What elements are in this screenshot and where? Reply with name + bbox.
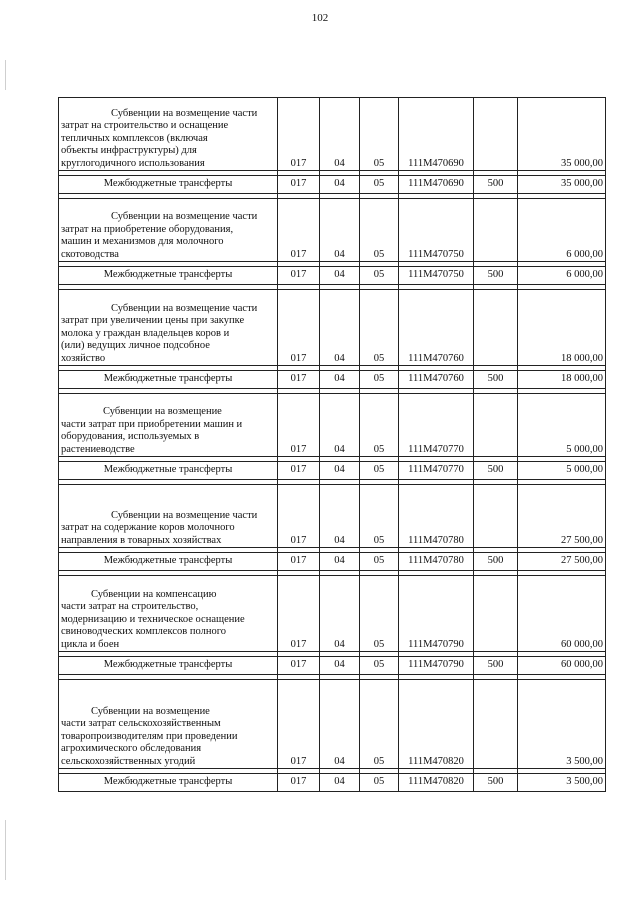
- row-name: [59, 98, 278, 171]
- subvention-row: [59, 199, 606, 262]
- row-name-line: затрат на строительство и оснащение: [61, 120, 229, 131]
- subsection-code: 05: [360, 267, 399, 285]
- row-name-line: части затрат сельскохозяйственным: [61, 718, 221, 729]
- section-code: 04: [320, 394, 360, 457]
- section-code: 04: [320, 657, 360, 675]
- row-name: [59, 680, 278, 769]
- amount: 6 000,00: [518, 267, 606, 285]
- subvention-row: [59, 394, 606, 457]
- expense-type-code: 500: [474, 553, 518, 571]
- amount: 18 000,00: [518, 290, 606, 366]
- target-article-code: 111М470770: [399, 462, 474, 480]
- expense-type-code: 500: [474, 371, 518, 389]
- transfer-row: [59, 371, 606, 389]
- ministry-code: 017: [278, 462, 320, 480]
- row-name-line: машин и механизмов для молочного: [61, 236, 224, 247]
- row-name-line: растениеводстве: [61, 443, 135, 455]
- expense-type-code: [474, 98, 518, 171]
- ministry-code: 017: [278, 576, 320, 652]
- expense-type-code: 500: [474, 176, 518, 194]
- subvention-row: [59, 576, 606, 652]
- ministry-code: 017: [278, 98, 320, 171]
- subsection-code: 05: [360, 462, 399, 480]
- ministry-code: 017: [278, 371, 320, 389]
- amount: 3 500,00: [518, 680, 606, 769]
- row-name: [59, 394, 278, 457]
- ministry-code: 017: [278, 176, 320, 194]
- transfer-row: [59, 267, 606, 285]
- row-name-line: молока у граждан владельцев коров и: [61, 327, 230, 339]
- amount: 3 500,00: [518, 774, 606, 792]
- transfer-row: [59, 657, 606, 675]
- expense-type-code: [474, 576, 518, 652]
- target-article-code: 111М470750: [399, 199, 474, 262]
- row-name-line: Межбюджетные трансферты: [103, 177, 233, 189]
- transfer-row: [59, 774, 606, 792]
- amount: 27 500,00: [518, 553, 606, 571]
- target-article-code: 111М470770: [399, 394, 474, 457]
- row-name-line: Субвенции на возмещение: [103, 406, 222, 417]
- expense-type-code: 500: [474, 267, 518, 285]
- row-name-line: Межбюджетные трансферты: [103, 372, 233, 384]
- ministry-code: 017: [278, 267, 320, 285]
- subsection-code: 05: [360, 553, 399, 571]
- row-name-line: свиноводческих комплексов полного: [61, 626, 226, 637]
- page-number: 102: [311, 12, 329, 24]
- ministry-code: 017: [278, 657, 320, 675]
- section-code: 04: [320, 680, 360, 769]
- row-name-line: Субвенции на возмещение части: [111, 302, 258, 314]
- subvention-row: [59, 680, 606, 769]
- row-name-line: Субвенции на возмещение части: [111, 211, 258, 222]
- amount: 6 000,00: [518, 199, 606, 262]
- row-name-line: Субвенции на компенсацию: [91, 588, 217, 600]
- subsection-code: 05: [360, 774, 399, 792]
- row-name-line: сельскохозяйственных угодий: [61, 755, 196, 767]
- subvention-row: [59, 98, 606, 171]
- target-article-code: 111М470690: [399, 98, 474, 171]
- target-article-code: 111М470690: [399, 176, 474, 194]
- row-name-line: Субвенции на возмещение: [91, 705, 210, 717]
- subsection-code: 05: [360, 176, 399, 194]
- subsection-code: 05: [360, 199, 399, 262]
- target-article-code: 111М470790: [399, 657, 474, 675]
- budget-table: [58, 97, 606, 792]
- target-article-code: 111М470750: [399, 267, 474, 285]
- row-name: [59, 774, 278, 792]
- expense-type-code: 500: [474, 462, 518, 480]
- target-article-code: 111М470790: [399, 576, 474, 652]
- amount: 60 000,00: [518, 576, 606, 652]
- row-name-line: скотоводства: [61, 248, 119, 260]
- section-code: 04: [320, 176, 360, 194]
- row-name: [59, 576, 278, 652]
- subvention-row: [59, 290, 606, 366]
- section-code: 04: [320, 267, 360, 285]
- ministry-code: 017: [278, 553, 320, 571]
- amount: 60 000,00: [518, 657, 606, 675]
- amount: 27 500,00: [518, 485, 606, 548]
- row-name: [59, 176, 278, 194]
- row-name-line: затрат при увеличении цены при закупке: [61, 315, 245, 326]
- transfer-row: [59, 553, 606, 571]
- section-code: 04: [320, 371, 360, 389]
- row-name-line: Межбюджетные трансферты: [103, 658, 233, 670]
- expense-type-code: [474, 485, 518, 548]
- ministry-code: 017: [278, 774, 320, 792]
- ministry-code: 017: [278, 290, 320, 366]
- row-name-line: части затрат на строительство,: [61, 601, 199, 612]
- row-name-line: Межбюджетные трансферты: [103, 554, 233, 566]
- expense-type-code: [474, 290, 518, 366]
- section-code: 04: [320, 199, 360, 262]
- amount: 35 000,00: [518, 98, 606, 171]
- row-name-line: товаропроизводителям при проведении: [61, 730, 238, 742]
- transfer-row: [59, 176, 606, 194]
- row-name-line: объекты инфраструктуры) для: [61, 145, 197, 156]
- row-name-line: Субвенции на возмещение части: [111, 509, 258, 521]
- row-name-line: тепличных комплексов (включая: [61, 132, 208, 144]
- scan-edge-mark: [5, 60, 6, 90]
- subsection-code: 05: [360, 371, 399, 389]
- row-name: [59, 485, 278, 548]
- row-name: [59, 371, 278, 389]
- row-name-line: агрохимического обследования: [61, 743, 202, 754]
- budget-table-body: [59, 98, 606, 792]
- transfer-row: [59, 462, 606, 480]
- ministry-code: 017: [278, 680, 320, 769]
- row-name-line: Межбюджетные трансферты: [103, 775, 233, 787]
- expense-type-code: [474, 394, 518, 457]
- amount: 5 000,00: [518, 462, 606, 480]
- row-name-line: модернизацию и техническое оснащение: [61, 613, 245, 625]
- target-article-code: 111М470780: [399, 485, 474, 548]
- subsection-code: 05: [360, 485, 399, 548]
- subsection-code: 05: [360, 657, 399, 675]
- row-name: [59, 267, 278, 285]
- row-name-line: круглогодичного использования: [61, 157, 205, 169]
- section-code: 04: [320, 98, 360, 171]
- expense-type-code: [474, 199, 518, 262]
- target-article-code: 111М470780: [399, 553, 474, 571]
- expense-type-code: 500: [474, 774, 518, 792]
- scan-edge-mark: [5, 820, 6, 880]
- target-article-code: 111М470820: [399, 680, 474, 769]
- subvention-row: [59, 485, 606, 548]
- subsection-code: 05: [360, 290, 399, 366]
- expense-type-code: [474, 680, 518, 769]
- ministry-code: 017: [278, 394, 320, 457]
- row-name-line: затрат на приобретение оборудования,: [61, 223, 234, 235]
- row-name-line: Субвенции на возмещение части: [111, 107, 258, 119]
- section-code: 04: [320, 485, 360, 548]
- row-name-line: направления в товарных хозяйствах: [61, 534, 222, 546]
- target-article-code: 111М470760: [399, 371, 474, 389]
- row-name: [59, 553, 278, 571]
- target-article-code: 111М470820: [399, 774, 474, 792]
- subsection-code: 05: [360, 680, 399, 769]
- row-name-line: оборудования, используемых в: [61, 431, 200, 442]
- amount: 35 000,00: [518, 176, 606, 194]
- row-name-line: цикла и боен: [61, 638, 120, 650]
- section-code: 04: [320, 290, 360, 366]
- row-name: [59, 199, 278, 262]
- row-name-line: Межбюджетные трансферты: [103, 463, 233, 475]
- amount: 5 000,00: [518, 394, 606, 457]
- row-name: [59, 290, 278, 366]
- subsection-code: 05: [360, 576, 399, 652]
- expense-type-code: 500: [474, 657, 518, 675]
- row-name-line: Межбюджетные трансферты: [103, 268, 233, 280]
- amount: 18 000,00: [518, 371, 606, 389]
- row-name-line: затрат на содержание коров молочного: [61, 522, 235, 533]
- section-code: 04: [320, 774, 360, 792]
- row-name-line: (или) ведущих личное подсобное: [61, 340, 210, 351]
- section-code: 04: [320, 553, 360, 571]
- row-name: [59, 657, 278, 675]
- row-name: [59, 462, 278, 480]
- subsection-code: 05: [360, 394, 399, 457]
- section-code: 04: [320, 576, 360, 652]
- ministry-code: 017: [278, 485, 320, 548]
- section-code: 04: [320, 462, 360, 480]
- ministry-code: 017: [278, 199, 320, 262]
- subsection-code: 05: [360, 98, 399, 171]
- row-name-line: хозяйство: [61, 352, 106, 364]
- target-article-code: 111М470760: [399, 290, 474, 366]
- row-name-line: части затрат при приобретении машин и: [61, 418, 243, 430]
